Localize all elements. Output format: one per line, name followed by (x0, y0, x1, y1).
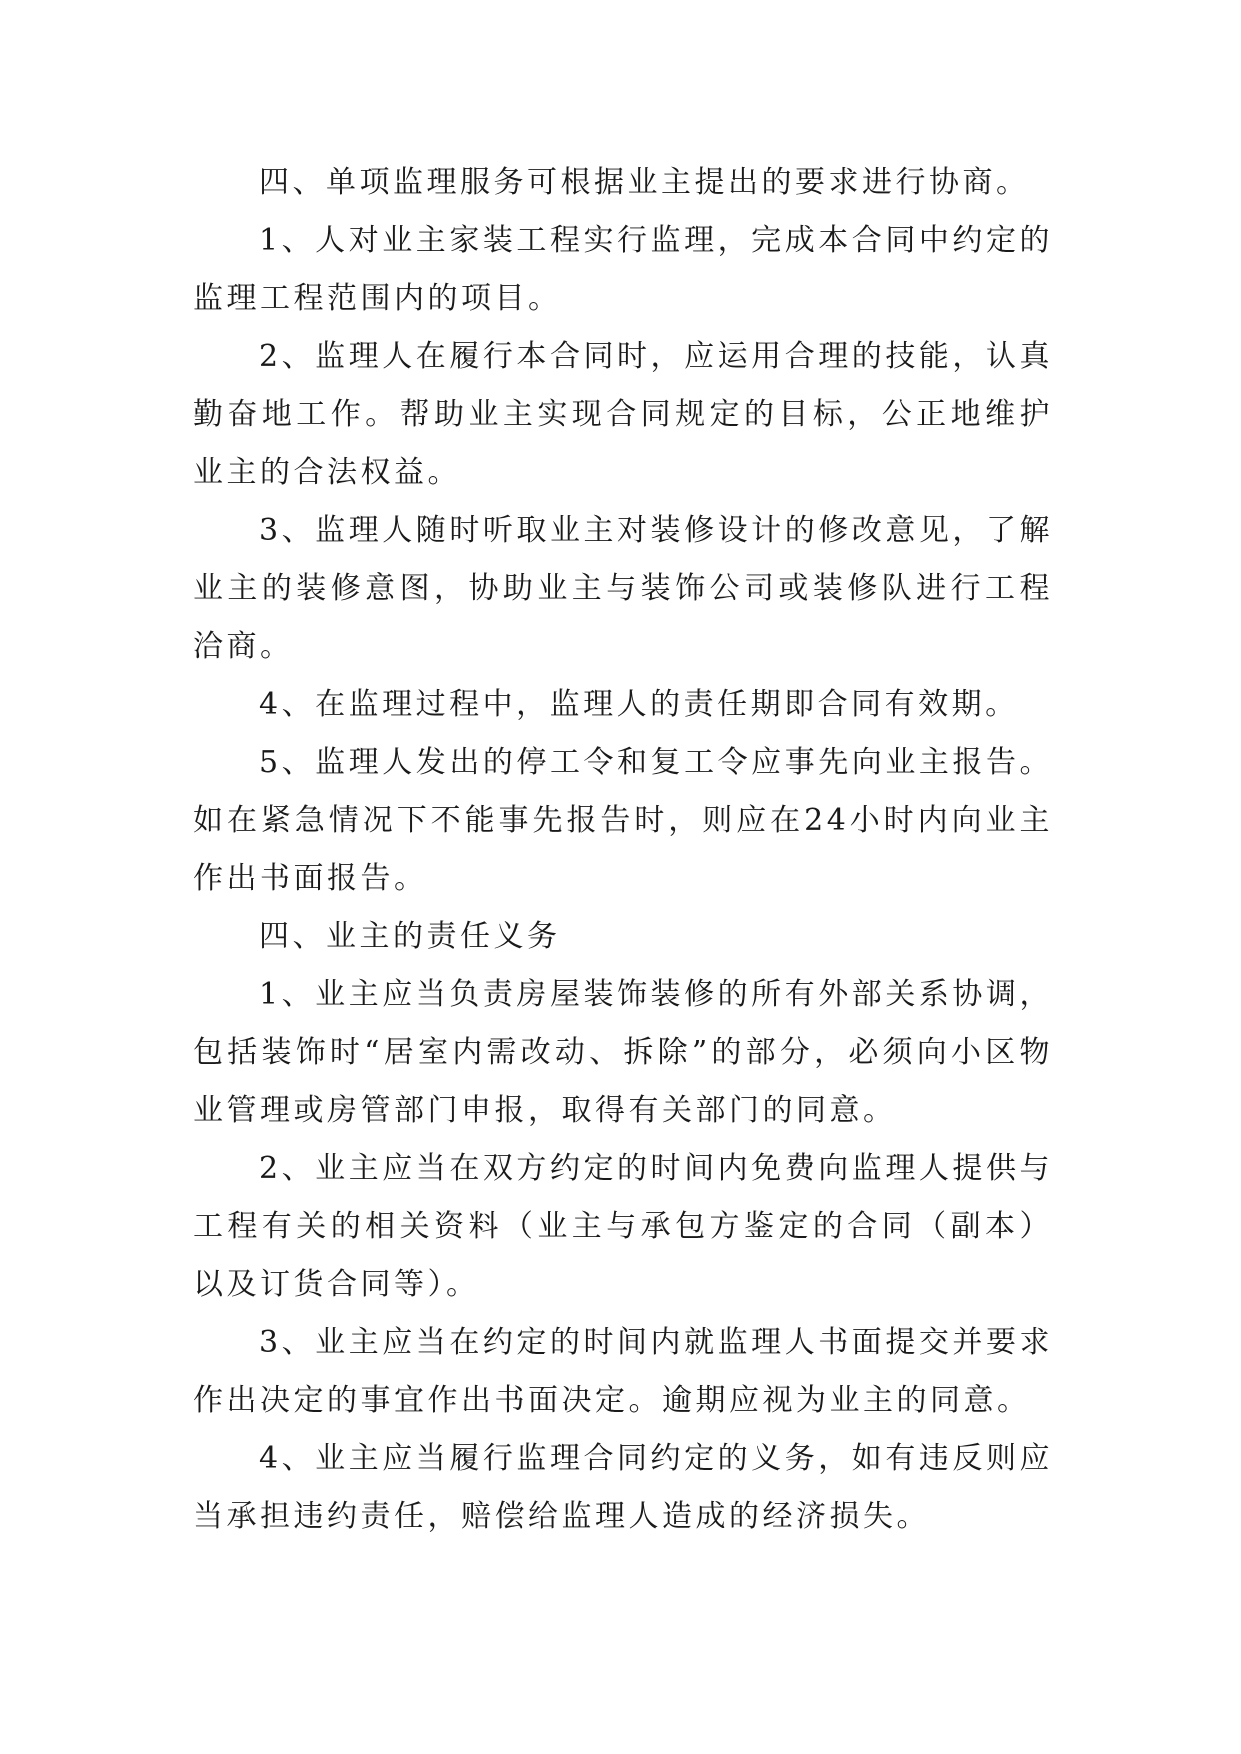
paragraph-owner-duty-3: 3、业主应当在约定的时间内就监理人书面提交并要求作出决定的事宜作出书面决定。逾期应视为业主的同意。 (193, 1325, 1053, 1418)
paragraph-services-negotiation: 四、单项监理服务可根据业主提出的要求进行协商。 (259, 165, 1030, 200)
section-heading-owner-duties: 四、业主的责任义务 (259, 919, 561, 954)
paragraph-supervisor-duty-4: 4、在监理过程中，监理人的责任期即合同有效期。 (259, 687, 1019, 722)
paragraph-owner-duty-4: 4、业主应当履行监理合同约定的义务，如有违反则应当承担违约责任，赔偿给监理人造成的经济损失。 (193, 1441, 1053, 1534)
document-body (193, 154, 1053, 1546)
paragraph-supervisor-duty-3: 3、监理人随时听取业主对装修设计的修改意见，了解业主的装修意图，协助业主与装饰公司或装修队进行工程洽商。 (193, 513, 1053, 664)
paragraph-supervisor-duty-5: 5、监理人发出的停工令和复工令应事先向业主报告。如在紧急情况下不能事先报告时，则应在24小时内向业主作出书面报告。 (193, 745, 1053, 896)
paragraph-supervisor-duty-2: 2、监理人在履行本合同时，应运用合理的技能，认真勤奋地工作。帮助业主实现合同规定的目标，公正地维护业主的合法权益。 (193, 339, 1053, 490)
paragraph-supervisor-duty-1: 1、人对业主家装工程实行监理，完成本合同中约定的监理工程范围内的项目。 (193, 223, 1053, 316)
paragraph-owner-duty-2: 2、业主应当在双方约定的时间内免费向监理人提供与工程有关的相关资料（业主与承包方鉴定的合同（副本）以及订货合同等）。 (193, 1151, 1053, 1302)
paragraph-owner-duty-1: 1、业主应当负责房屋装饰装修的所有外部关系协调，包括装饰时“居室内需改动、拆除”的部分，必须向小区物业管理或房管部门申报，取得有关部门的同意。 (193, 977, 1053, 1128)
